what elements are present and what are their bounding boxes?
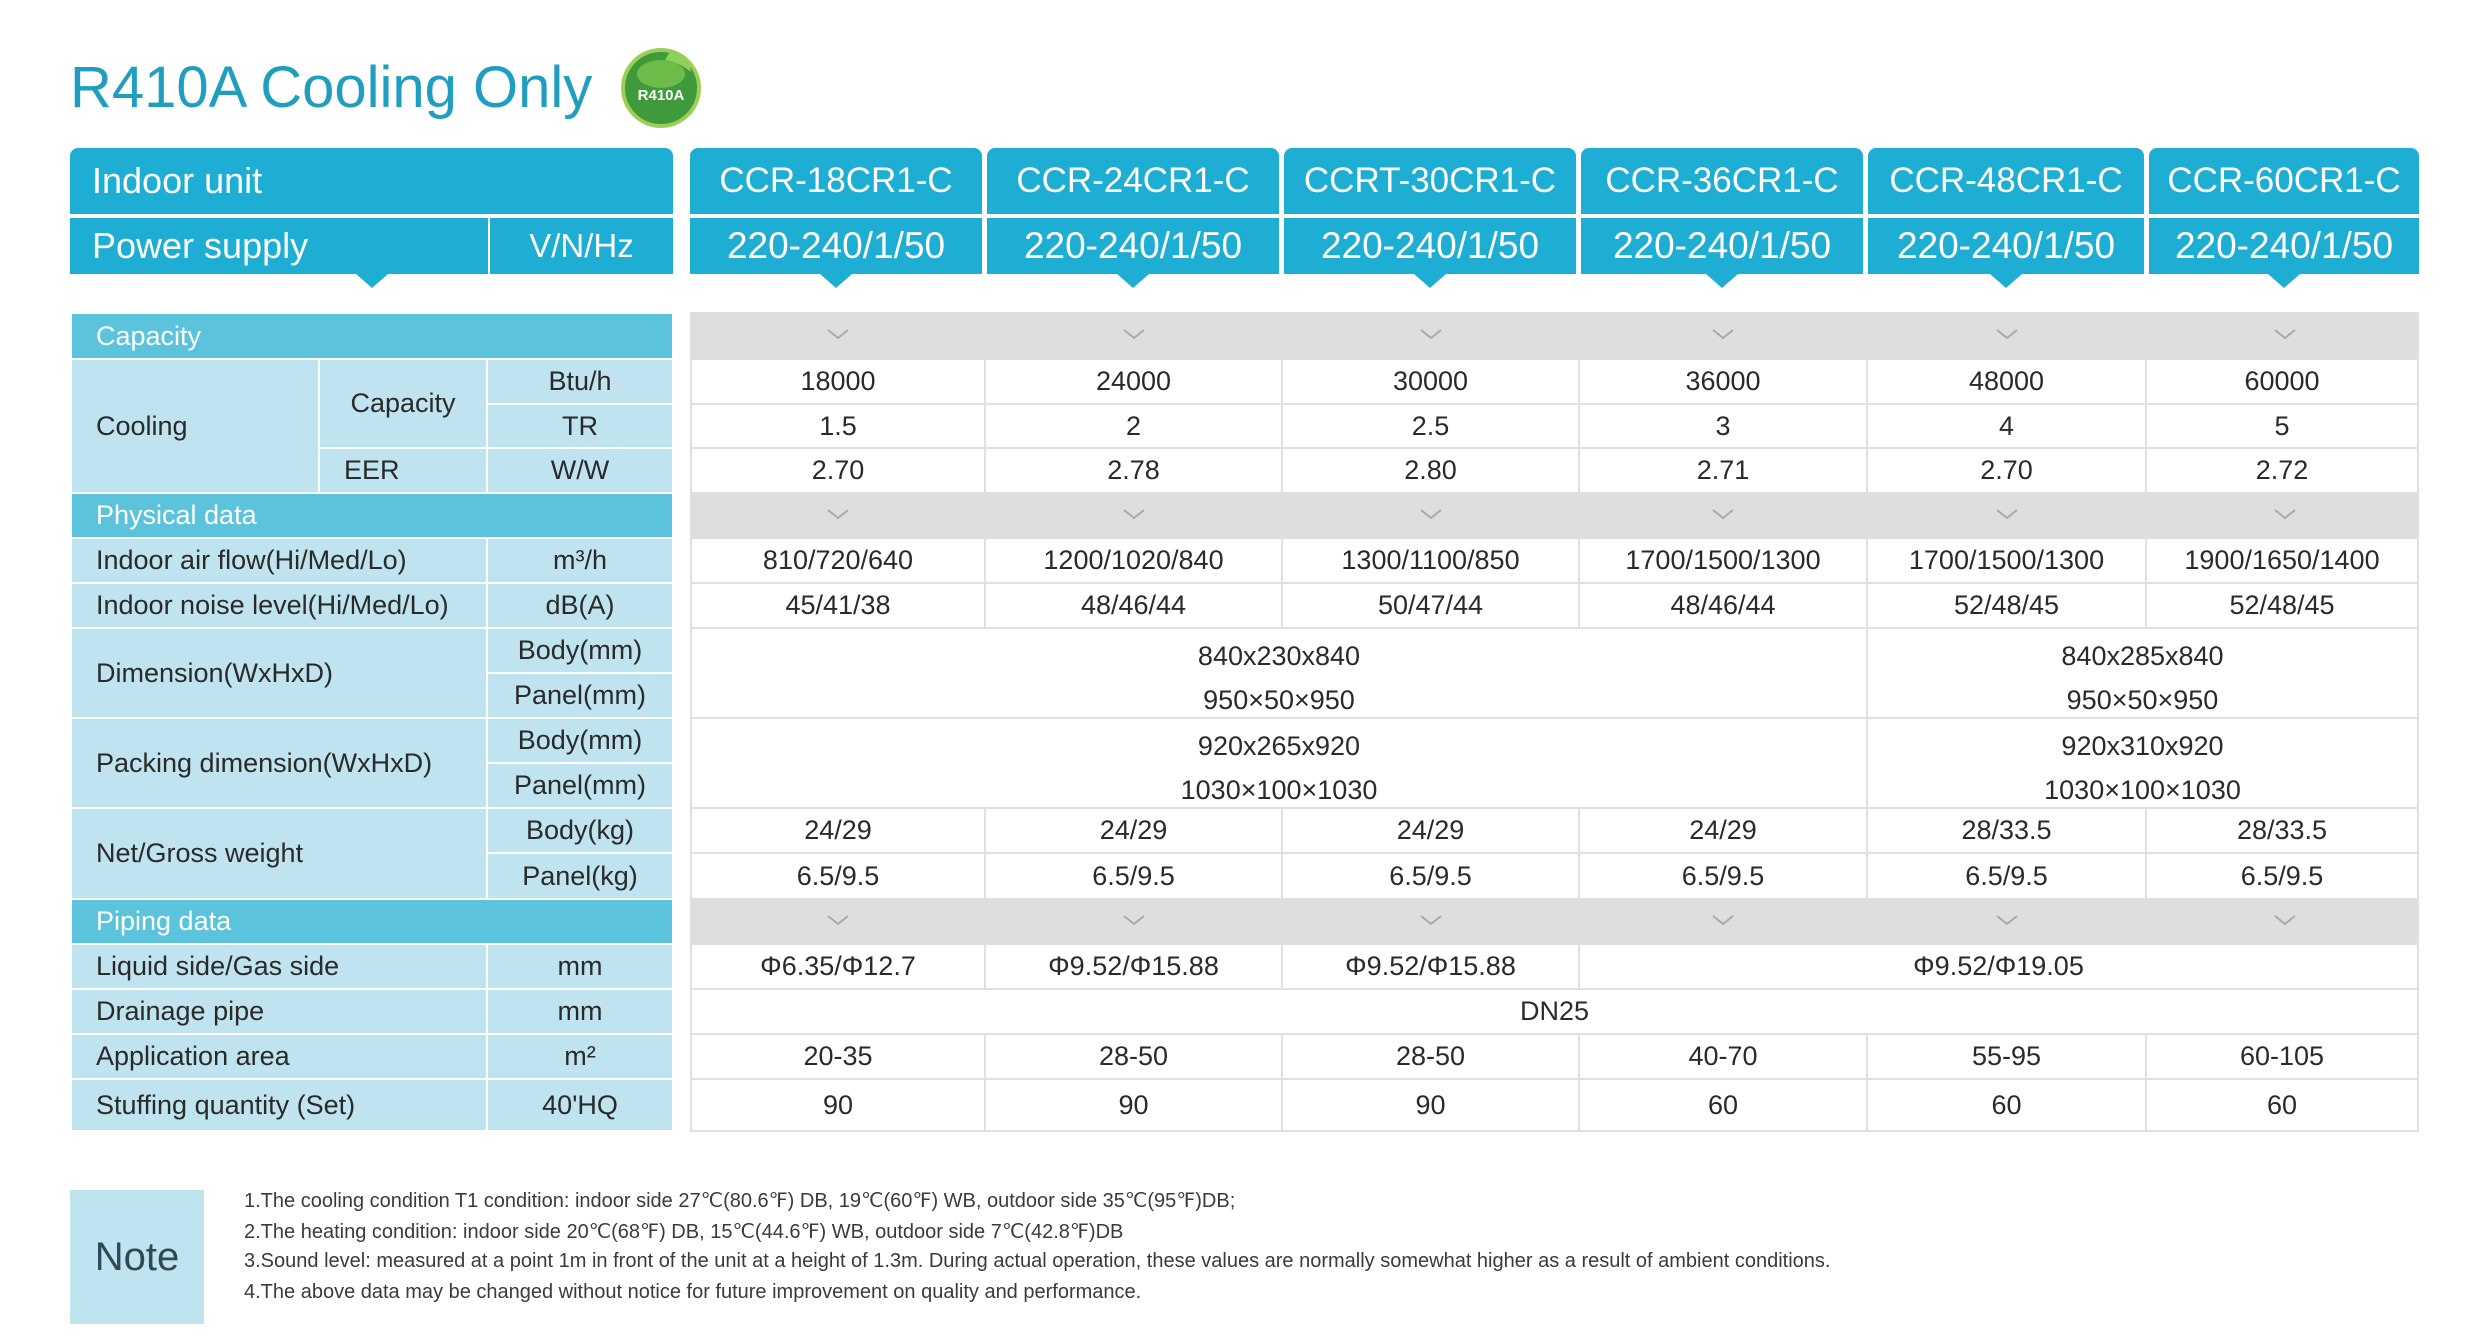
label-drainage: Drainage pipe: [72, 990, 486, 1033]
value-panel-kg-3: 6.5/9.5: [1283, 854, 1578, 898]
value-air-flow-2: 1200/1020/840: [986, 539, 1281, 582]
label-dimension: Dimension(WxHxD): [72, 629, 486, 717]
label-liquid-gas: Liquid side/Gas side: [72, 945, 486, 988]
chevron-down-icon: [1997, 916, 2017, 924]
chevron-down-icon: [1990, 274, 2022, 288]
power-value-1: 220-240/1/50: [690, 218, 982, 274]
value-dim-panel-a: 950×50×950: [1203, 684, 1355, 715]
value-stuffing-3: 90: [1283, 1080, 1578, 1130]
value-stuffing-6: 60: [2147, 1080, 2417, 1130]
value-pack-panel-b: 1030×100×1030: [2044, 774, 2241, 805]
power-value-4: 220-240/1/50: [1581, 218, 1863, 274]
chevron-down-icon: [2275, 330, 2295, 338]
unit-body-kg: Body(kg): [488, 809, 672, 852]
page-title: R410A Cooling Only: [70, 55, 593, 120]
label-eer: EER: [320, 449, 486, 492]
power-value-3: 220-240/1/50: [1284, 218, 1576, 274]
value-panel-kg-5: 6.5/9.5: [1868, 854, 2145, 898]
section-physical: Physical data: [72, 494, 672, 537]
chevron-down-icon: [1124, 916, 1144, 924]
chevron-down-icon: [828, 916, 848, 924]
r410a-globe-logo: [616, 44, 706, 130]
unit-drainage: mm: [488, 990, 672, 1033]
chevron-down-icon: [1421, 510, 1441, 518]
value-body-kg-1: 24/29: [692, 809, 984, 852]
chevron-down-icon: [1713, 330, 1733, 338]
value-noise-2: 48/46/44: [986, 584, 1281, 627]
value-eer-6: 2.72: [2147, 449, 2417, 492]
note-label: Note: [70, 1190, 204, 1324]
value-air-flow-3: 1300/1100/850: [1283, 539, 1578, 582]
unit-air-flow: m³/h: [488, 539, 672, 582]
unit-panel-mm-2: Panel(mm): [488, 764, 672, 807]
value-eer-5: 2.70: [1868, 449, 2145, 492]
model-header-4: CCR-36CR1-C: [1581, 148, 1863, 214]
chevron-down-icon: [2268, 274, 2300, 288]
chevron-down-icon: [828, 510, 848, 518]
chevron-down-icon: [820, 274, 852, 288]
label-cooling: Cooling: [72, 360, 318, 492]
value-pack-body-a: 920x265x920: [1197, 730, 1361, 761]
power-unit-header: V/N/Hz: [490, 218, 673, 274]
value-panel-kg-1: 6.5/9.5: [692, 854, 984, 898]
value-noise-6: 52/48/45: [2147, 584, 2417, 627]
value-dim-panel-b: 950×50×950: [2066, 684, 2219, 715]
value-area-6: 60-105: [2147, 1035, 2417, 1078]
power-value-5: 220-240/1/50: [1868, 218, 2144, 274]
model-header-5: CCR-48CR1-C: [1868, 148, 2144, 214]
indoor-unit-header: Indoor unit: [70, 148, 673, 214]
value-area-4: 40-70: [1580, 1035, 1866, 1078]
value-panel-kg-4: 6.5/9.5: [1580, 854, 1866, 898]
unit-noise: dB(A): [488, 584, 672, 627]
label-weight: Net/Gross weight: [72, 809, 486, 898]
unit-area: m²: [488, 1035, 672, 1078]
value-liquid-gas-2: Φ9.52/Φ15.88: [986, 945, 1281, 988]
value-body-kg-3: 24/29: [1283, 809, 1578, 852]
chevron-down-icon: [1124, 510, 1144, 518]
model-header-1: CCR-18CR1-C: [690, 148, 982, 214]
value-pack-body-b: 920x310x920: [2061, 730, 2224, 761]
svg-text:R410A: R410A: [637, 87, 685, 104]
chevron-down-icon: [2275, 916, 2295, 924]
value-area-1: 20-35: [692, 1035, 984, 1078]
value-tr-5: 4: [1868, 405, 2145, 447]
chevron-down-icon: [356, 274, 388, 288]
value-noise-4: 48/46/44: [1580, 584, 1866, 627]
value-btuh-5: 48000: [1868, 360, 2145, 403]
value-eer-1: 2.70: [692, 449, 984, 492]
value-body-kg-2: 24/29: [986, 809, 1281, 852]
value-air-flow-4: 1700/1500/1300: [1580, 539, 1866, 582]
value-tr-1: 1.5: [692, 405, 984, 447]
value-stuffing-1: 90: [692, 1080, 984, 1130]
chevron-down-icon: [1997, 330, 2017, 338]
value-body-kg-4: 24/29: [1580, 809, 1866, 852]
note-line-2: 2.The heating condition: indoor side 20℃(68℉) DB, 15℃(44.6℉) WB, outdoor side 7℃(42.8℉)DB: [244, 1221, 1124, 1243]
value-drainage: DN25: [692, 990, 2417, 1033]
value-tr-3: 2.5: [1283, 405, 1578, 447]
value-btuh-1: 18000: [692, 360, 984, 403]
value-air-flow-5: 1700/1500/1300: [1868, 539, 2145, 582]
unit-ww: W/W: [488, 449, 672, 492]
label-noise: Indoor noise level(Hi/Med/Lo): [72, 584, 486, 627]
value-area-5: 55-95: [1868, 1035, 2145, 1078]
value-btuh-2: 24000: [986, 360, 1281, 403]
model-header-3: CCRT-30CR1-C: [1284, 148, 1576, 214]
value-air-flow-6: 1900/1650/1400: [2147, 539, 2417, 582]
power-value-6: 220-240/1/50: [2149, 218, 2419, 274]
power-value-2: 220-240/1/50: [987, 218, 1279, 274]
value-area-3: 28-50: [1283, 1035, 1578, 1078]
gray-band-chevrons: [692, 314, 2417, 944]
value-eer-3: 2.80: [1283, 449, 1578, 492]
value-stuffing-5: 60: [1868, 1080, 2145, 1130]
value-tr-2: 2: [986, 405, 1281, 447]
value-dim-body-a: 840x230x840: [1197, 640, 1361, 671]
unit-body-mm: Body(mm): [488, 629, 672, 672]
chevron-down-icon: [1997, 510, 2017, 518]
value-noise-1: 45/41/38: [692, 584, 984, 627]
value-liquid-gas-4: Φ9.52/Φ19.05: [1580, 945, 2417, 988]
note-line-1: 1.The cooling condition T1 condition: indoor side 27℃(80.6℉) DB, 19℃(60℉) WB, outdoor side 35℃(95℉)DB;: [244, 1190, 1236, 1212]
model-header-6: CCR-60CR1-C: [2149, 148, 2419, 214]
value-dim-body-b: 840x285x840: [2061, 640, 2224, 671]
unit-btuh: Btu/h: [488, 360, 672, 403]
value-liquid-gas-3: Φ9.52/Φ15.88: [1283, 945, 1578, 988]
chevron-down-icon: [2275, 510, 2295, 518]
value-panel-kg-2: 6.5/9.5: [986, 854, 1281, 898]
model-header-2: CCR-24CR1-C: [987, 148, 1279, 214]
label-stuffing: Stuffing quantity (Set): [72, 1080, 486, 1130]
value-btuh-4: 36000: [1580, 360, 1866, 403]
value-liquid-gas-1: Φ6.35/Φ12.7: [692, 945, 984, 988]
note-line-4: 4.The above data may be changed without notice for future improvement on quality and performance.: [244, 1281, 1142, 1303]
value-btuh-6: 60000: [2147, 360, 2417, 403]
value-btuh-3: 30000: [1283, 360, 1578, 403]
chevron-down-icon: [1421, 330, 1441, 338]
section-capacity: Capacity: [72, 314, 672, 358]
chevron-down-icon: [1713, 510, 1733, 518]
section-piping: Piping data: [72, 900, 672, 943]
unit-body-mm-2: Body(mm): [488, 719, 672, 762]
value-body-kg-5: 28/33.5: [1868, 809, 2145, 852]
value-area-2: 28-50: [986, 1035, 1281, 1078]
chevron-down-icon: [1421, 916, 1441, 924]
value-noise-3: 50/47/44: [1283, 584, 1578, 627]
value-body-kg-6: 28/33.5: [2147, 809, 2417, 852]
value-eer-2: 2.78: [986, 449, 1281, 492]
value-stuffing-2: 90: [986, 1080, 1281, 1130]
value-panel-kg-6: 6.5/9.5: [2147, 854, 2417, 898]
chevron-down-icon: [1713, 916, 1733, 924]
unit-panel-kg: Panel(kg): [488, 854, 672, 898]
unit-stuffing: 40'HQ: [488, 1080, 672, 1130]
unit-tr: TR: [488, 405, 672, 447]
chevron-down-icon: [1124, 330, 1144, 338]
value-stuffing-4: 60: [1580, 1080, 1866, 1130]
value-air-flow-1: 810/720/640: [692, 539, 984, 582]
note-line-3: 3.Sound level: measured at a point 1m in front of the unit at a height of 1.3m. During actual operation, these values are normally somewhat higher as a result of ambient conditions.: [244, 1250, 1831, 1272]
label-air-flow: Indoor air flow(Hi/Med/Lo): [72, 539, 486, 582]
power-supply-header: Power supply: [70, 218, 488, 274]
chevron-down-icon: [828, 330, 848, 338]
value-tr-4: 3: [1580, 405, 1866, 447]
chevron-down-icon: [1117, 274, 1149, 288]
chevron-down-icon: [1414, 274, 1446, 288]
label-capacity-sub: Capacity: [320, 360, 486, 447]
label-packing: Packing dimension(WxHxD): [72, 719, 486, 807]
value-eer-4: 2.71: [1580, 449, 1866, 492]
value-noise-5: 52/48/45: [1868, 584, 2145, 627]
value-pack-panel-a: 1030×100×1030: [1180, 774, 1378, 805]
unit-panel-mm: Panel(mm): [488, 674, 672, 717]
unit-liquid-gas: mm: [488, 945, 672, 988]
chevron-down-icon: [1706, 274, 1738, 288]
value-tr-6: 5: [2147, 405, 2417, 447]
label-area: Application area: [72, 1035, 486, 1078]
